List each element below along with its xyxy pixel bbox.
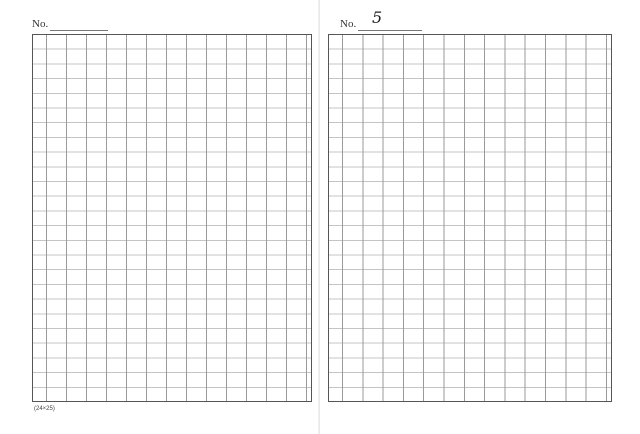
right-column-14 <box>337 35 351 401</box>
left-column-4 <box>238 35 252 401</box>
right-column-2 <box>577 35 591 401</box>
right-column-8 <box>457 35 471 401</box>
left-no-line <box>50 30 108 31</box>
right-text-columns <box>329 35 611 401</box>
right-column-6 <box>497 35 511 401</box>
left-no-label: No. <box>32 18 49 30</box>
left-column-2 <box>277 35 291 401</box>
left-text-columns <box>33 35 311 401</box>
left-column-8 <box>158 35 172 401</box>
right-column-9 <box>437 35 451 401</box>
left-column-1 <box>297 35 311 401</box>
left-column-12 <box>79 35 93 401</box>
right-column-13 <box>357 35 371 401</box>
left-column-9 <box>138 35 152 401</box>
right-manuscript-sheet <box>320 0 640 434</box>
right-column-7 <box>477 35 491 401</box>
right-grid-frame <box>328 34 612 402</box>
right-no-line <box>358 30 422 31</box>
right-column-4 <box>537 35 551 401</box>
left-column-7 <box>178 35 192 401</box>
right-column-12 <box>377 35 391 401</box>
left-column-3 <box>257 35 271 401</box>
grid-size-label: (24×25) <box>34 406 55 412</box>
left-column-5 <box>218 35 232 401</box>
left-grid-frame <box>32 34 312 402</box>
right-column-5 <box>517 35 531 401</box>
right-column-1 <box>597 35 611 401</box>
right-column-10 <box>417 35 431 401</box>
left-margin-note <box>10 380 22 400</box>
left-column-14 <box>39 35 53 401</box>
right-column-11 <box>397 35 411 401</box>
right-column-3 <box>557 35 571 401</box>
right-no-label: No. <box>340 18 357 30</box>
left-column-13 <box>59 35 73 401</box>
page-number: 5 <box>372 8 383 27</box>
left-column-10 <box>118 35 132 401</box>
left-column-6 <box>198 35 212 401</box>
left-column-11 <box>99 35 113 401</box>
